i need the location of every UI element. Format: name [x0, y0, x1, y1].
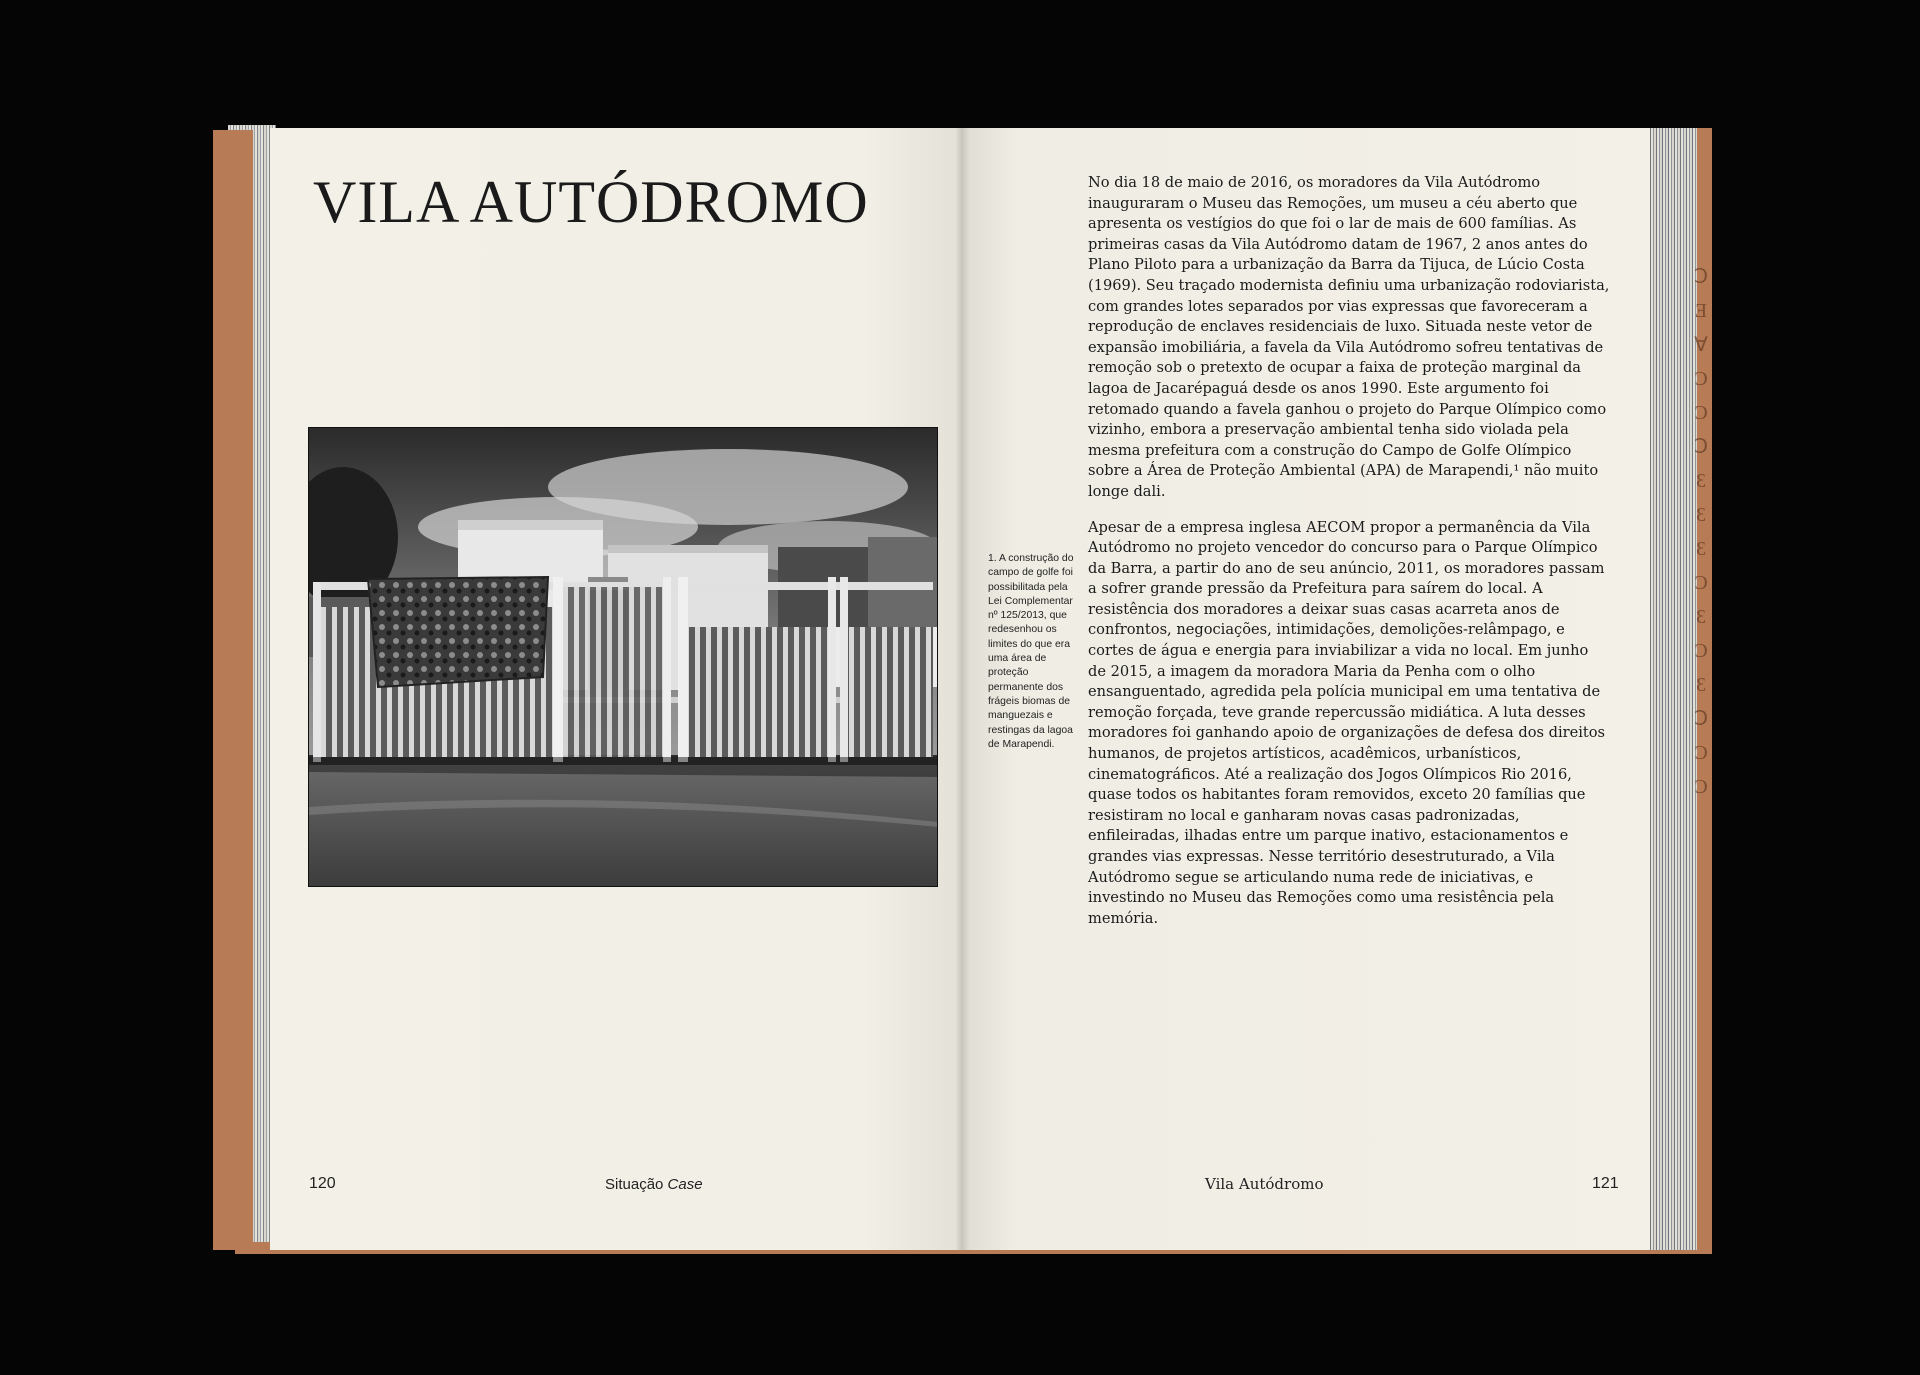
running-title-left	[605, 1176, 703, 1193]
body-text	[1088, 173, 1610, 929]
running-title-right: Vila Autódromo	[1205, 1175, 1324, 1193]
photograph-gated-houses	[308, 427, 938, 887]
page-number-right: 121	[1592, 1175, 1619, 1192]
book-cover-edge-left	[213, 130, 253, 1250]
paragraph: No dia 18 de maio de 2016, os moradores da Vila Autódromo inauguraram o Museu das Remoções, um museu a céu aberto que apresenta os vestígios do que foi o lar de mais de 600 famílias. As primeiras casas da Vila Autódromo datam de 1967, 2 anos antes do Plano Piloto para a urbanização da Barra da Tijuca, de Lúcio Costa (1969). Seu traçado modernista definiu uma urbanização rodoviarista, com grandes lotes separados por vias expressas que favoreceram a reprodução de enclaves residenciais de luxo. Situada neste vetor de expansão imobiliária, a favela da Vila Autódromo sofreu tentativas de remoção sob o pretexto de ocupar a faixa de proteção marginal da lagoa de Jacarépaguá desde os anos 1990. Este argumento foi retomado quando a favela ganhou o projeto do Parque Olímpico como vizinho, embora a preservação ambiental tenha sido violada pela mesma prefeitura com a construção do Campo de Golfe Olímpico sobre a Área de Proteção Ambiental (APA) de Marapendi,¹ não muito longe dali.	[1088, 174, 1610, 500]
book-gutter	[955, 128, 969, 1250]
cover-edge-lettering: Ↄ Ǝ Ɐ Ɔ Ɔ Ↄ Ɛ Ɛ Ɛ Ɔ Ɛ Ɔ Ɛ Ↄ Ɔ Ɔ	[1693, 266, 1709, 798]
footnote: 1. A construção do campo de golfe foi possibilitada pela Lei Complementar nº 125/2013, que redesenhou os limites do que era uma área de proteção permanente dos frágeis biomas de manguezais e restingas da lagoa de Marapendi.	[988, 553, 1074, 750]
chapter-title: VILA AUTÓDROMO	[313, 169, 869, 235]
page-number-left: 120	[309, 1175, 336, 1192]
running-title-text: Situação	[605, 1176, 664, 1193]
paragraph: Apesar de a empresa inglesa AECOM propor a permanência da Vila Autódromo no projeto vencedor do concurso para o Parque Olímpico da Barra, a partir do ano de seu anúncio, 2011, os moradores passam a sofrer grande pressão da Prefeitura para saírem do local. A resistência dos moradores a deixar suas casas acarreta anos de confrontos, negociações, intimidações, demolições-relâmpago, e cortes de água e energia para inviabilizar a vida no local. Em junho de 2015, a imagem da moradora Maria da Penha com o olho ensanguentado, agredida pela polícia municipal em uma tentativa de remoção forçada, teve grande repercussão midiática. A luta desses moradores foi ganhando apoio de organizações de defesa dos direitos humanos, de projetos artísticos, acadêmicos, urbanísticos, cinematográficos. Até a realização dos Jogos Olímpicos Rio 2016, quase todos os habitantes foram removidos, exceto 20 famílias que resistiram no local e ganharam novas casas padronizadas, enfileiradas, ilhadas entre um parque inativo, estacionamentos e grandes vias expressas. Nesse território desestruturado, a Vila Autódromo segue se articulando numa rede de iniciativas, e investindo no Museu das Remoções como uma resistência pela memória.	[1088, 518, 1606, 927]
running-title-italic: Case	[667, 1176, 703, 1193]
